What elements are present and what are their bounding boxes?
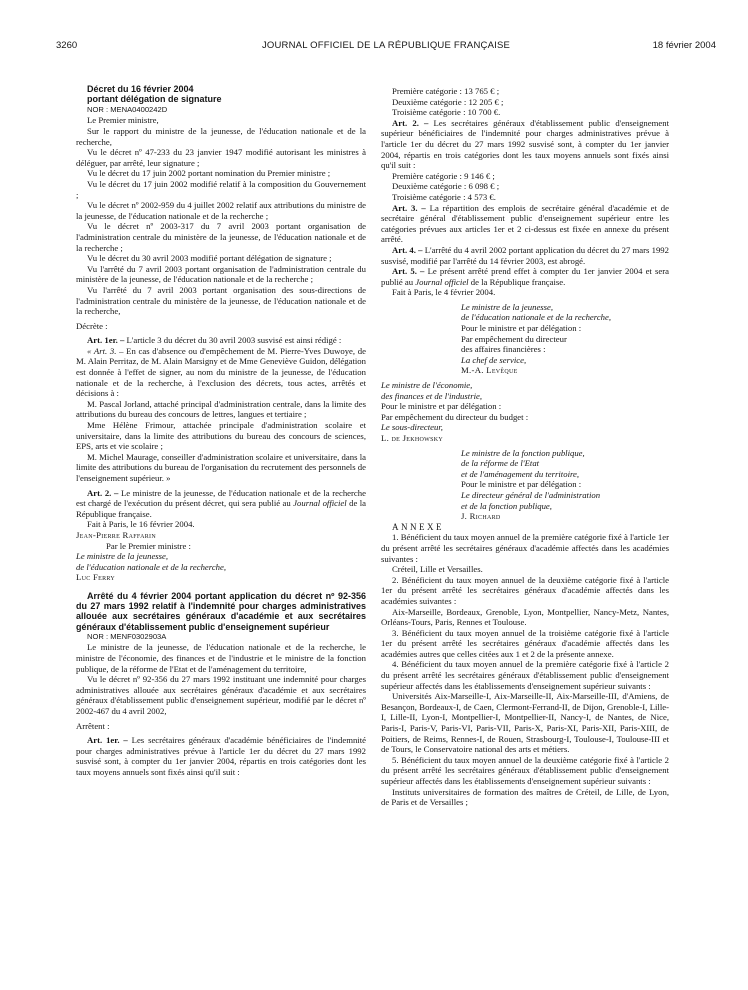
decree-para: Sur le rapport du ministre de la jeunesse, de l'éducation nationale et de la recherche,	[76, 126, 366, 147]
decree-para: Vu le décret du 30 avril 2003 modifié portant délégation de signature ;	[87, 253, 332, 264]
decree-para: M. Michel Maurage, conseiller d'administration scolaire et universitaire, dans la limite des attributions du bureau de l'organisation du recrutement des personnels de l'enseignement supérieur. »	[76, 451, 366, 483]
sig-line: Le directeur général de l'administration	[461, 489, 601, 500]
sig-line: Par empêchement du directeur du budget :	[381, 411, 529, 422]
decree-nor: NOR : MENA0400242D	[87, 104, 168, 114]
decree-article-3-quote: « Art. 3. – En cas d'absence ou d'empêchement de M. Pierre-Yves Duwoye, de M. Alain Perritaz, de M. Alain Marsigny et de Mme Geneviève Guidon, délégation est donnée à l'effet de signer, au nom du ministre de la jeunesse, de l'éducation nationale et de la recherche, à l'exclusion des décrets, tous actes, arrêtés et décisions à :	[76, 345, 366, 399]
sig-line: et de la fonction publique,	[461, 500, 552, 511]
decree-title-line1: Décret du 16 février 2004	[87, 84, 194, 94]
category-line: Première catégorie : 9 146 € ;	[392, 170, 495, 181]
annexe-list: Créteil, Lille et Versailles.	[392, 564, 483, 575]
issue-date: 18 février 2004	[652, 40, 716, 51]
decree-para: Vu l'arrêté du 7 avril 2003 portant organisation des sous-directions de l'administration centrale du ministère de la jeunesse, de l'éducation nationale et de la recherche,	[76, 284, 366, 317]
sig-line: des finances et de l'industrie,	[381, 390, 483, 401]
arrete-para: Le ministre de la jeunesse, de l'éducation nationale et de la recherche, le ministre de l'économie, des finances et de l'industrie et le ministre de la fonction publique, de la réforme de l'Etat et de l'aménagement du territoire,	[76, 642, 366, 674]
signature-block-1	[381, 302, 669, 376]
sig-line: Le ministre de l'économie,	[381, 380, 473, 391]
arrete-article-2: Art. 2. – Les secrétaires généraux d'établissement public d'enseignement supérieur bénéficiaires de l'indemnité pour charges administratives prévue à l'article 1er du décret du 27 mars 1992 susvisé sont, à compter du 1er janvier 2004, répartis en trois catégories dont les taux moyens annuels sont fixés ainsi qu'il suit :	[381, 117, 669, 171]
sig-line: Pour le ministre et par délégation :	[461, 323, 582, 334]
par-premier-ministre: Par le Premier ministre :	[106, 540, 191, 551]
decree-para: Le Premier ministre,	[87, 115, 159, 126]
annexe-para: 5. Bénéficient du taux moyen annuel de la deuxième catégorie fixé à l'article 2 du présent arrêté les secrétaires généraux d'établissement public d'enseignement supérieur affectés dans les établissements d'enseignement supérieur suivants :	[381, 754, 669, 786]
category-line: Deuxième catégorie : 12 205 € ;	[392, 96, 504, 107]
journal-title: JOURNAL OFFICIEL DE LA RÉPUBLIQUE FRANÇAISE	[261, 40, 511, 51]
sig-line: La chef de service,	[461, 354, 527, 365]
page-header	[56, 40, 716, 54]
signature-name: L. de Jekhowsky	[381, 433, 444, 443]
category-line: Troisième catégorie : 10 700 €.	[392, 107, 501, 118]
decree-para: Vu le décret du 17 juin 2002 modifié relatif à la composition du Gouvernement ;	[76, 178, 366, 200]
sig-line: Par empêchement du directeur	[461, 333, 567, 344]
page-number: 3260	[56, 40, 78, 51]
annexe-list: Universités Aix-Marseille-I, Aix-Marseille-II, Aix-Marseille-III, d'Amiens, de Besançon, Bordeaux-I, de Caen, Clermont-Ferrand-II, de Dijon, Grenoble-I, Lille-I, Lille-II, Lyon-I, Montpellier-I, Montpellier-II, Nancy-I, de Nantes, de Nice, Paris-I, Paris-V, Paris-VI, Paris-VII, Paris-X, Paris-XI, Paris-XII, Paris-XIII, de Poitiers, de Reims, Rennes-I, de Rouen, Strasbourg-I, Toulouse-I, Toulouse-III et de Tours, le Conservatoire national des arts et métiers.	[381, 691, 669, 755]
signature-minister: Luc Ferry	[76, 572, 116, 583]
annexe-para: 2. Bénéficient du taux moyen annuel de la deuxième catégorie fixé à l'article 1er du présent arrêté les secrétaires généraux d'académie affectés dans les académies suivantes :	[381, 574, 669, 606]
arretent-heading: Arrêtent :	[76, 720, 110, 731]
annexe-para: 3. Bénéficient du taux moyen annuel de la troisième catégorie fixé à l'article 1er du présent arrêté les secrétaires généraux d'académie affectés dans les académies autres que celles citées aux 1 et 2 de la présente annexe.	[381, 627, 669, 659]
annexe-title: ANNEXE	[392, 521, 444, 532]
arrete-article-3: Art. 3. – La répartition des emplois de secrétaire général d'académie et de secrétaire général d'établissement public d'enseignement supérieur entre les catégories prévues aux articles 1er et 2 ci-dessus est fixée en annexe du présent arrêté.	[381, 202, 669, 245]
annexe-para: 4. Bénéficient du taux moyen annuel de la première catégorie fixé à l'article 2 du présent arrêté les secrétaires généraux d'établissement public d'enseignement supérieur affectés dans les établissements d'enseignement supérieur suivants :	[381, 659, 669, 691]
arrete-para: Vu le décret nº 92-356 du 27 mars 1992 instituant une indemnité pour charges administratives allouée aux secrétaires généraux d'académie et aux secrétaires généraux d'établissement public d'enseignement supérieur, modifié par le décret nº 2002-467 du 4 avril 2002,	[76, 674, 366, 716]
category-line: Première catégorie : 13 765 € ;	[392, 86, 500, 96]
decree-article-2: Art. 2. – Le ministre de la jeunesse, de l'éducation nationale et de la recherche est chargé de l'exécution du présent décret, qui sera publié au Journal officiel de la République française.	[76, 487, 366, 519]
category-line: Troisième catégorie : 4 573 €.	[392, 191, 496, 202]
arrete-title: Arrêté du 4 février 2004 portant application du décret nº 92-356 du 27 mars 1992 relatif à l'indemnité pour charges administratives allouée aux secrétaires généraux d'académie et aux secrétaires généraux d'établissement public d'enseignement supérieur	[76, 590, 366, 632]
sig-line: de la réforme de l'Etat	[461, 458, 540, 469]
annexe-list: Aix-Marseille, Bordeaux, Grenoble, Lyon, Montpellier, Nancy-Metz, Nantes, Orléans-Tours, Paris, Rennes et Toulouse.	[381, 606, 669, 628]
sig-line: Le sous-directeur,	[381, 422, 443, 433]
decree-para: Vu le décret nº 2002-959 du 4 juillet 2002 relatif aux attributions du ministre de la jeunesse, de l'éducation nationale et de la recherche ;	[76, 200, 366, 221]
annexe-list: Instituts universitaires de formation des maîtres de Créteil, de Lille, de Lyon, de Paris et de Versailles ;	[381, 786, 669, 808]
minister-title-1: Le ministre de la jeunesse,	[76, 551, 169, 562]
arrete-fait: Fait à Paris, le 4 février 2004.	[392, 287, 496, 298]
annexe-para: 1. Bénéficient du taux moyen annuel de la première catégorie fixé à l'article 1er du présent arrêté les secrétaires généraux d'académie affectés dans les académies suivantes :	[381, 532, 669, 564]
right-column	[381, 86, 669, 808]
sig-line: et de l'aménagement du territoire,	[461, 468, 580, 479]
signature-block-3	[381, 448, 669, 522]
decree-para: M. Pascal Jorland, attaché principal d'administration centrale, dans la limite des attributions du bureau des concours de lettres, langues et tertiaire ;	[76, 398, 366, 420]
decree-title-line2: portant délégation de signature	[87, 94, 222, 105]
sig-line: Le ministre de la fonction publique,	[461, 447, 585, 458]
sig-line: Pour le ministre et par délégation :	[381, 401, 502, 412]
arrete-article-4: Art. 4. – L'arrêté du 4 avril 2002 portant application du décret du 27 mars 1992 susvisé, modifié par l'arrêté du 14 février 2003, est abrogé.	[381, 244, 669, 266]
decree-article-1: Art. 1er. – L'article 3 du décret du 30 avril 2003 susvisé est ainsi rédigé :	[87, 335, 342, 346]
decree-para: Vu le décret nº 47-233 du 23 janvier 1947 modifié autorisant les ministres à déléguer, par arrêté, leur signature ;	[76, 147, 366, 168]
decree-para: Vu l'arrêté du 7 avril 2003 portant organisation de l'administration centrale du ministère de la jeunesse, de l'éducation nationale et de la recherche ;	[76, 263, 366, 285]
arrete-article-1: Art. 1er. – Les secrétaires généraux d'académie bénéficiaires de l'indemnité pour charges administratives prévue à l'article 1er du décret du 27 mars 1992 susvisé sont, à compter du 1er janvier 2004, répartis en trois catégories dont les taux moyens annuels sont fixés ainsi qu'il suit :	[76, 735, 366, 777]
signature-name: M.-A. Levêque	[461, 365, 518, 376]
category-line: Deuxième catégorie : 6 098 € ;	[392, 181, 500, 192]
sig-line: Pour le ministre et par délégation :	[461, 479, 582, 490]
arrete-nor: NOR : MENF0302903A	[87, 631, 167, 641]
sig-line: Le ministre de la jeunesse,	[461, 301, 554, 312]
signature-block-2	[381, 380, 581, 444]
signature-pm: Jean-Pierre Raffarin	[76, 529, 156, 540]
sig-line: de l'éducation nationale et de la recherche,	[461, 312, 612, 323]
arrete-article-5: Art. 5. – Le présent arrêté prend effet à compter du 1er janvier 2004 et sera publié au Journal officiel de la République française.	[381, 266, 670, 287]
signature-name: J. Richard	[461, 511, 501, 522]
decree-para: Mme Hélène Frimour, attachée principale d'administration scolaire et universitaire, dans la limite des attributions du bureau des concours de sciences, EPS, arts et vie scolaire ;	[76, 420, 366, 452]
decree-para: Vu le décret du 17 juin 2002 portant nomination du Premier ministre ;	[87, 168, 331, 179]
decree-fait: Fait à Paris, le 16 février 2004.	[87, 519, 195, 530]
decree-para: Vu le décret nº 2003-317 du 7 avril 2003 portant organisation de l'administration centrale du ministère de la jeunesse, de l'éducation nationale et de la recherche ;	[76, 221, 366, 253]
sig-line: des affaires financières :	[461, 344, 546, 355]
decrete-heading: Décrète :	[76, 320, 108, 331]
minister-title-2: de l'éducation nationale et de la recherche,	[76, 561, 227, 572]
left-column	[76, 84, 366, 777]
